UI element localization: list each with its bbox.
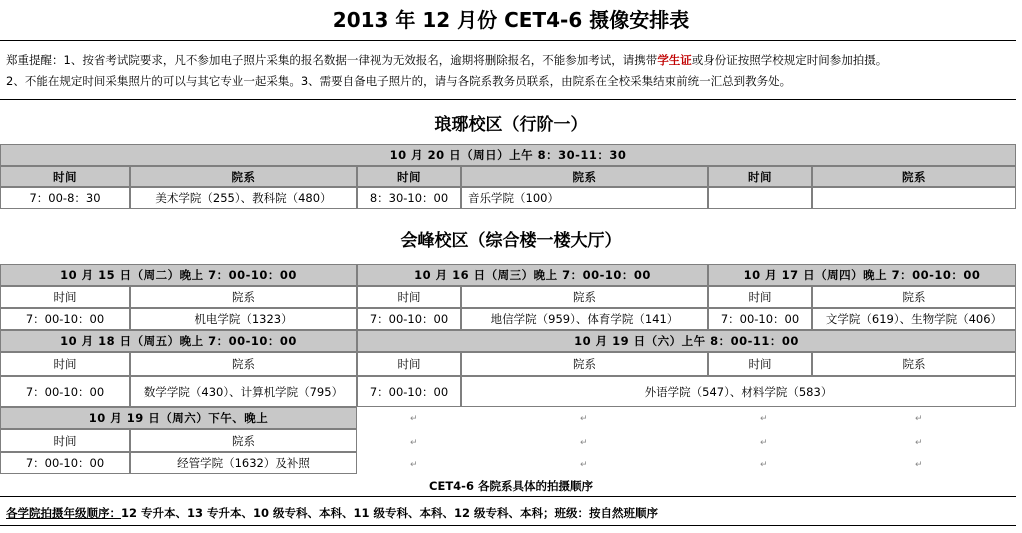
order-text <box>6 505 658 521</box>
table-cell-dept: 地信学院（959）、体育学院（141） <box>461 308 708 330</box>
paragraph-mark: ↵ <box>760 414 768 424</box>
campus-title-huifeng: 会峰校区（综合楼一楼大厅） <box>400 231 622 251</box>
paragraph-mark: ↵ <box>915 460 923 470</box>
page-title: 2013 年 12 月份 CET4-6 摄像安排表 <box>332 8 690 32</box>
table-cell-time: 7：00-10：00 <box>357 376 461 407</box>
header-dept: 院系 <box>130 429 357 452</box>
table-cell-dept: 文学院（619）、生物学院（406） <box>812 308 1016 330</box>
paragraph-mark: ↵ <box>410 460 418 470</box>
header-time-2: 时间 <box>357 166 461 187</box>
table-cell-time: 8：30-10：00 <box>357 187 461 209</box>
paragraph-mark: ↵ <box>410 438 418 448</box>
table-cell-time: 7：00-10：00 <box>0 452 130 474</box>
header-dept: 院系 <box>812 286 1016 308</box>
table-cell-time: 7：00-10：00 <box>708 308 812 330</box>
campus-title-langya: 琅琊校区（行阶一） <box>434 115 588 135</box>
header-time: 时间 <box>708 286 812 308</box>
title-divider <box>0 40 1016 41</box>
table-cell-dept: 美术学院（255）、教科院（480） <box>130 187 357 209</box>
header-dept: 院系 <box>812 352 1016 376</box>
table-cell-time: 7：00-10：00 <box>0 308 130 330</box>
header-dept-2: 院系 <box>461 166 708 187</box>
table-cell-dept: 机电学院（1323） <box>130 308 357 330</box>
notice-divider <box>0 99 1016 100</box>
paragraph-mark: ↵ <box>760 438 768 448</box>
header-dept: 院系 <box>130 286 357 308</box>
header-dept: 院系 <box>461 352 708 376</box>
paragraph-mark: ↵ <box>580 414 588 424</box>
table-cell-dept: 音乐学院（100） <box>461 187 708 209</box>
table-cell-dept: 外语学院（547）、材料学院（583） <box>461 376 1016 407</box>
session-header-oct17: 10 月 17 日（周四）晚上 7：00-10：00 <box>708 264 1016 286</box>
order-divider <box>0 496 1016 497</box>
paragraph-mark: ↵ <box>580 460 588 470</box>
table-cell-dept: 数学学院（430）、计算机学院（795） <box>130 376 357 407</box>
paragraph-mark: ↵ <box>410 414 418 424</box>
header-time: 时间 <box>0 429 130 452</box>
session-header-oct20: 10 月 20 日（周日）上午 8：30-11：30 <box>0 144 1016 166</box>
order-section-title: CET4-6 各院系具体的拍摄顺序 <box>429 479 593 493</box>
table-cell-empty <box>812 187 1016 209</box>
header-dept: 院系 <box>130 352 357 376</box>
table-cell-dept: 经管学院（1632）及补照 <box>130 452 357 474</box>
header-time-1: 时间 <box>0 166 130 187</box>
paragraph-mark: ↵ <box>580 438 588 448</box>
header-time: 时间 <box>0 352 130 376</box>
header-dept: 院系 <box>461 286 708 308</box>
session-header-oct15: 10 月 15 日（周二）晚上 7：00-10：00 <box>0 264 357 286</box>
header-time: 时间 <box>357 352 461 376</box>
order-label: 各学院拍摄年级顺序： <box>6 506 121 520</box>
session-header-oct16: 10 月 16 日（周三）晚上 7：00-10：00 <box>357 264 708 286</box>
header-time: 时间 <box>0 286 130 308</box>
paragraph-mark: ↵ <box>760 460 768 470</box>
header-dept-3: 院系 <box>812 166 1016 187</box>
student-id-highlight: 学生证 <box>657 53 692 67</box>
order-content: 12 专升本、13 专升本、10 级专科、本科、11 级专科、本科、12 级专科、本科；班级：按自然班顺序 <box>121 506 659 520</box>
session-header-oct18: 10 月 18 日（周五）晚上 7：00-10：00 <box>0 330 357 352</box>
notice <box>6 50 1016 92</box>
paragraph-mark: ↵ <box>915 438 923 448</box>
session-header-oct19-am: 10 月 19 日（六）上午 8：00-11：00 <box>357 330 1016 352</box>
notice-line-2: 2、不能在规定时间采集照片的可以与其它专业一起采集。3、需要自备电子照片的，请与各院系教务员联系，由院系在全校采集结束前统一汇总到教务处。 <box>6 74 792 88</box>
table-cell-empty <box>708 187 812 209</box>
paragraph-mark: ↵ <box>915 414 923 424</box>
notice-line-1: 郑重提醒：1、按省考试院要求，凡不参加电子照片采集的报名数据一律视为无效报名，逾期将删除报名，不能参加考试，请携带学生证或身份证按照学校规定时间参加拍摄。 <box>6 53 888 67</box>
table-cell-time: 7：00-8：30 <box>0 187 130 209</box>
table-cell-time: 7：00-10：00 <box>0 376 130 407</box>
session-header-oct19-pm: 10 月 19 日（周六）下午、晚上 <box>0 407 357 429</box>
header-time: 时间 <box>708 352 812 376</box>
table-cell-time: 7：00-10：00 <box>357 308 461 330</box>
bottom-divider <box>0 525 1016 526</box>
header-dept-1: 院系 <box>130 166 357 187</box>
header-time: 时间 <box>357 286 461 308</box>
header-time-3: 时间 <box>708 166 812 187</box>
